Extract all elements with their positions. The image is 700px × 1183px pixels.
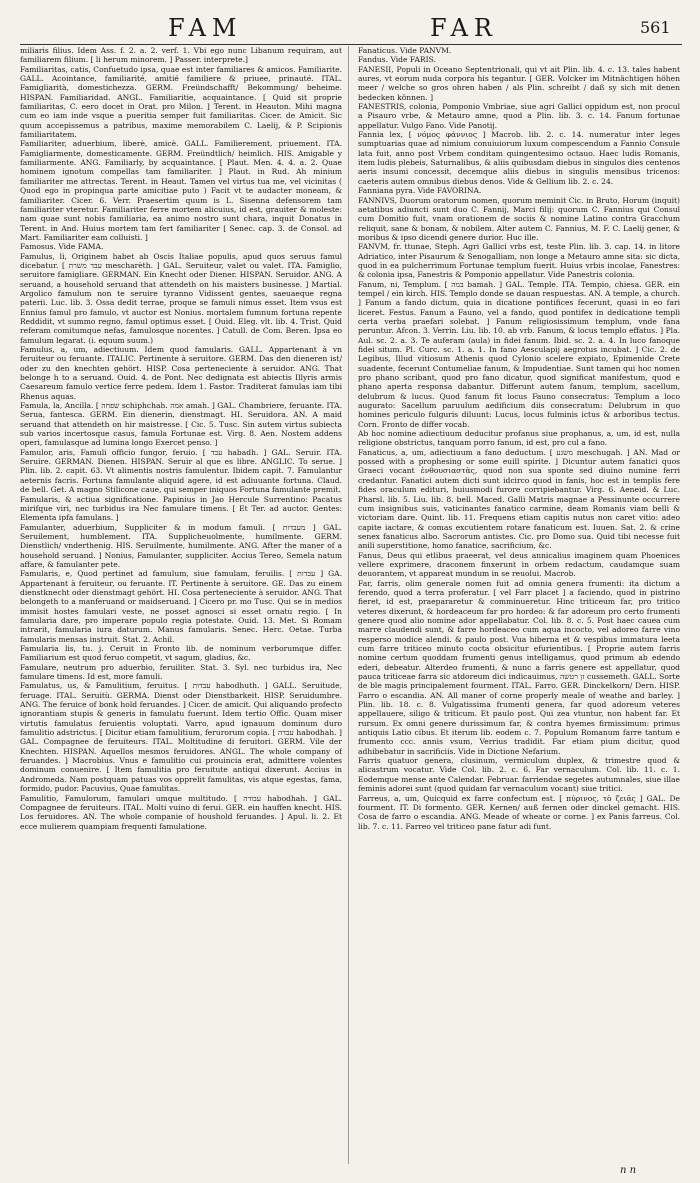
dictionary-entry: Fanaticus, a, um, adiectiuum a fano deductum. [ משגע meschugah. ] AN. Mad or possed with a prophesing or some euill spirite. ] Dicuntur autem fanatici quos Graeci vocant ἐνθουσιαστὰς, quod non sua sponte sed diuino numine ferri credantur. Fanatici autem dicti sunt idcirco quod in fanis, hoc est in templis fere fides oraculum edituri, huiusmodi furore corripiebantur. Virg. 6. Aeneid. & Luc. Pharsl. lib. 5. Liu. lib. 8. bell. Maced. Galli Matris magnae a Pessinunte occurrere cum insignibus suis, vaticinantes fanatico carmine, deam Romanis viam belli & victoriam dare. Quint. lib. 11. Frequens etiam capitis nutus non caret vitio: adeo capite iactare, & comas excutientem rotare fanaticum est. Iuuen. Sat. 2. & crine senex fanaticus albo. Sacrorum antistes. Cic. pro Domo sua. Quid tibi necesse fuit anili superstitione, homo fanatice, sacrificium, &c. [358, 447, 680, 551]
dictionary-entry: FANNIVS, Duorum oratorum nomen, quorum meminit Cic. in Bruto, Horum (inquit) aetatibus adiuncti sunt duo C. Fannij, Marci filij: quorum C. Fannius qui Consul cum Domitio fuit, vnam orationem de sociis & nomine Latino contra Gracchum reliquit, sane & bonam, & nobilem. Alter autem C. Fannius, M. F. C. Laelij gener, & moribus & ipso dicendi genere durior. Huc ille. [358, 195, 680, 242]
header-rule [20, 44, 682, 45]
dictionary-entry: Fanniana pyra. Vide FAVORINA. [358, 186, 482, 196]
dictionary-entry: Fandus. Vide FARIS. [358, 55, 436, 65]
column-separator [348, 46, 349, 1164]
dictionary-entry: Famulare, neutrum pro aduerbio, feruiliter. Stat. 3. Syl. nec turbidus ira, Nec famulare timens. Id est, more famuli. [20, 662, 342, 682]
dictionary-entry: Famularis, e, Quod pertinet ad famulum, siue famulam, feruilis. [ עבדות ] GA. Appartenant à feruiteur, ou feruante. IT. Pertinente à seruitore. GE. Das zu einem dienstknecht oder dienstmagt gehört. HI. Cosa perteneciente à seruidor. ANG. That belongeth to a manferuand or maidseruand. ] Cicero pr. mo Tusc. Qui se in medios immisit hostes famulari veste, ne posset agnosci si esset ornatu regio. [ In famularia dare, pro imperare populo regia potestate. Ouid. 13. Met. Si Romam intrarit, famularia iura daturum. Manus famularis. Senec. Herc. Oetae. Turba famularis mensas instruit. Stat. 2. Achil. [20, 569, 342, 644]
dictionary-entry: Famulus, li, Originem habet ab Oscis Italiae populis, apud quos seruus famul dicebatur. [ עבד משרת mescharèth. ] GAL. Seruiteur, valet ou valet. ITA. Famiglio, seruitore famigliare. GERMAN. Ein Knecht oder Diener. HISPAN. Seruidor. ANG. A seruand, a household seruand that attendeth on his maisters businesse. ] Martial. Argolico famulum non te seruire tyranno Vidissent gentes, saeuaeque regna paterii. Luc. lib. 3. Ossa dedit terrae, proque se famuli nimus esset. Item vsus est Ennius famul pro famulo, vt auctor est Nonius. mortalem fumnum fortuna repente Reddidit, vt summo regno, famul optimus esset. [ Ouid. Eleg. vlt. lib. 4. Trist. Quid referam comitumque nefas, famulosque nocentes. ] Catull. de Com. Beren. Ipsa eo famulum legarat. (i. equum suum.) [20, 251, 342, 345]
dictionary-entry: Famulatus, us, & Famulitium, feruitus. [ עבדות habodhuth. ] GALL. Seruitude, feruage. ITAL. Seruitù. GERMA. Dienst oder Dienstbarkeit. HISP. Seruidumbre. ANG. The feruice of bonk hold feruandes. ] Cicer. de amicit. Qui aliquando profecto ignorantiam stupis & generis in famulatu fuerunt. Idem tertio Offic. Quam miser virtutis famulatus feruientis voluptati. Varro, apud ignauum dominum duro famulitio adstrictus. [ Dicitur etiam famulitium, ferurorum copia. [ עבדה habodhah. ] GAL. Compagnee de feruiteurs. ITAL. Moltitudine di feruitori. GERM. Vile der Knechten. HISPAN. Aquellos mesmos feruidores. ANGL. The whole company of feruandes. ] Macrobius. Vnus e famulitio cui prouincia erat, admittere volentes dominum conuenire. [ Item famulitia pro feruitute antiqui dixerunt. Accius in Andromeda. Nam postquam patuas vos opprelit famulitas, vis atque egestas, fama, formido, pudor. Pacuvius, Quae famulitas. [20, 681, 342, 794]
dictionary-entry: miliaris filius. Idem Ass. f. 2. a. 2. verf. 1. Vbi ego nunc Libanum requiram, aut familiarem filium. [ li herum minorem. ] Passer. interprete.] [20, 46, 342, 65]
dictionary-entry: Familiariter, aduerbium, liberè, amicè. GALL. Familierement, priuement. ITA. Famigliarmente, domesticamente. GERM. Freündtlich/ heimlich. HIS. Amigable y familiarmente. ANG. Familiarly, by acquaintance. [ Plaut. Men. 4. 4. a. 2. Quae hominem ignotum compellas tam familiariter. ] Plaut. in Rud. Ah minium familiariter me attrectas. Terent. in Heaut. Tamen vel virtus tua me, vel vicinitas ( Quod ego in propinqua parte amicitiae puto ) Facit vt te audacter moneam, & familiariter. Cicer. 6. Verr. Praesertim quum is L. Sisenna defensorem tam familiariter vteretur. Familiariter ferre mortem alicuius, id est, grauiter & moleste: nam quae sunt nobis familiaria, ea animo nostro sunt chara, inquit Donatus in Terent. in And. Huius mortem tam fert familiariter [ Senec. cap. 3. de Consol. ad Mart. Familiariter eam colluisti. ] [20, 139, 342, 242]
dictionary-entry: Famula, la, Ancilla. [ שפחה schiphchah. אמה amah. ] GAL. Chambriere, feruante. ITA. Serua, fantesca. GERM. Ein dienerin, dienstmagt. HI. Seruidora. AN. A maid seruand that attendeth on hir maistresse. [ Cic. 5. Tusc. Sin autem virtus subiecta sub varios incertosque casus, famula Fortunae est. Virg. 8. Aen. Nostem addens operi, famulasque ad lumina longo Exercet penso. ] [20, 401, 342, 448]
running-head-center: FAR [430, 14, 498, 42]
dictionary-entry: Famularia lis, tu. j. Ceruit in Fronto lib. de nominum verborumque differ. Familiarium est quod feruo competit, vt sagum, gladius, &c. [20, 644, 342, 663]
dictionary-entry: Famulanter, aduerbium, Suppliciter & in modum famuli. [ מעבדות ] GAL. Seruilement, humblement. ITA. Supplicheuolmente, humilmente. GERM. Dienstlich/ vnderthenig. HIS. Seruilmente, humilmente. ANG. After the maner of a household seruand. ] Nonius, Famulanter, suppliciter. Accius Tereo, Semela natum affare, & famulanter pete. [20, 522, 342, 569]
dictionary-entry: Farreus, a, um, Quicquid ex farre confectum est. [ πύρινος, τὸ ζειᾶς ] GAL. De fourment. IT. Di formento. GER. Kernen/ auß fernen oder dinckel gemacht. HIS. Cosa de farro o escandia. ANG. Meade of wheate or corne. ] ex Panis farreus. Col. lib. 7. c. 11. Farreo vel triticeo pane fatur adi funt. [358, 793, 680, 831]
dictionary-entry: Famulus, a, um, adiectiuum. Idem quod famularis. GALL. Appartenant à vn feruiteur ou feruante. ITALIC. Pertinente à seruitore. GERM. Das den dieneren ist/ oder zu den knechten gehört. HISP. Cosa perteneciente à seruidor. ANG. That belonge h to a seruand. Ouid. 4. de Pont. Nec dedignata est abiectis Illyris armis Caesareum famulo vertice ferre pedem. Idem 1. Fastor. Traditerat famulas iam tibi Rhenus aquas. [20, 345, 342, 401]
dictionary-entry: Famulitio, Famulorum, famulari umque multitudo. [ עבודה habodhah. ] GAL. Compagnee de feruiteurs. ITAL. Molti vuino di ferui. GER. ein hauffen knecht. HIS. Los feruidores. AN. The whole companie of houshold feruandes. ] Apul. li. 2. Et ecce mulierem quampiam frequenti famulatione. [20, 793, 342, 831]
left-column [20, 46, 342, 1164]
dictionary-entry: Fanum, ni, Templum. [ במה bamah. ] GAL. Temple. ITA. Tempio, chiesa. GER. ein tempel / ein kirch. HIS. Templo donde se dauan respuestas. AN. A temple, a church. ] Fanum a fando dictum, quia in dicatione pontifices fecerunt, quasi in eo fari liceret. Festus. Fanum a Fauno, vel a fando, quod pontifex in dedicatione templi certa verba praefari solebat. ] Fanum religiosissimum templum, vnde fana peruntur. Afcon. 3. Verrin. Liu. lib. 10. ab vrb. Fanum, & locus templo effatus. ] Pla. Aul. sc. 2. a. 3. Te auferam (aula) in fidei fanum. Ibid. sc. 2. a. 4. In luco fanoque fidei situm. Pl. Curc. sc. 1. a. 1. In fano Aesculapij aegrotus incubat. ] Cic. 2. de Legibus, Illud vitiosum Athenis quod Cylonio scelere expiato, Epimenide Crete suadente, fecerunt Contumeliae fanum, & Impudentiae. Sunt tamen qui hoc nomen pro phano scribant, quod pro fano dicatur, quod significat manifestum, quod e phano aperta responsa dabantur. Differunt autem fanum, templum, sacellum, delubrum & lucus. Quod fanum fit locus Fauno consecratus: Templum a loco augurato: Sacellum paruulum aedificium diis consecratum: Delubrum in quo homines periculo fulguris diluunt: Lucus, locus fulminis ictus & arboribus tectus. Corn. Fronto de differ vocab. [358, 279, 680, 429]
dictionary-entry: Fanaticus. Vide PANVM. [358, 46, 452, 55]
dictionary-entry: Famularis, & actiua significatione. Papinius in Jao Hercule Surrentino: Pacatus mirifque viri, nec turbidus ira Nec famulare timens. [ Et Ter. ad auctor. Gentes: Elementa ipfa famulans. ] [20, 494, 342, 523]
dictionary-entry: Far, farris, olim generale nomen fuit ad omnia genera frumenti: ita dictum a ferendo, quod a terra proferatur. [ vel Farr placet ] a faciendo, quod in pistrino fieret, id est, praepararetur & comminueretur. Hinc triticeum far, pro tritico veteres dixerunt, & hordeaceum far pro hordeo: & far adoreum pro certo frumenti genere quod alio nomine ador appellabatur. Col. lib. 8. c. 5. Post haec cauea cum marre claudendi sunt, & farre hordeaceo cum aqua incocto, vel adoreo farre vino resperso modice alendi. & paulo post. Vua hiberna et & vespibus immatura leeta cum farre triticeo minuto cocta obsicitur efurientibus. [ Proprie autem farris nomine certum quoddam frumenti genus intelligamus, quod primum ab edendo ederi, debeatur. Alterdeo frumenti, & nunc a farris genere est appellatur, quod pauca triticeae farra sic atdoreum dici indicauimus, זן רטשה cussemeth. GALL. Sorte de ble magis principalement fourment. ITAL. Farro. GER. Dinckelkorn/ Dern. HISP. Farro o escandia. AN. All maner of corne properly meale of weathe and barley. ] Plin. lib. 18. c. 8. Vulgatissima frumenti genera, far quod adoreum veteres appellauere, siligo & triticum. Et paulo post. Qui zea vtuntur, non habent far. Et rursum. Ex omni genere durissimum far, & contra hyemes firmissimum: primus antiquis Latio cibus. Et iterum lib. eodem c. 7. Populum Romanum farre tantum e frumento ccc. annis vsum, Verrius tradidit. Far etiam pium dicitur, quod adhibebatur in sacrificiis. Vide in Dictione Nefarium. [358, 578, 680, 756]
running-head-left: FAM [168, 14, 243, 42]
page-number: 561 [640, 18, 671, 37]
dictionary-entry: Fannia lex, [ νόμος φάννιος ] Macrob. lib. 2. c. 14. numeratur inter leges sumptuarias quae ad nimium conuiuiorum luxum compescendum a Fannio Consule lata fuit, anno post Vrbem conditam quingentesimo octauo. Haec ludis Romanis, item ludis plebeis, Saturnalibus, & aliis quibusdam diebus in singulos dies centenos aeris insumi concessit, decemque aliis diebus in singulis mensibus tricenos: caeteris autem omnibus diebus denos. Vide & Gellium lib. 2. c. 24. [358, 130, 680, 186]
dictionary-entry: FANESII, Populi in Oceano Septentrionali, qui vt ait Plin. lib. 4. c. 13. tales habent aures, vt eorum nuda corpora his tegantur. [ GER. Volcker im Mitnächtigen höhen meer / welche so gros ohren haben / als Plin. schreibt / daß sy sich mit denen bedecken können. ] [358, 64, 680, 102]
right-column [358, 46, 680, 1164]
dictionary-entry: FANVM, fr. ttunae, Steph. Agri Gallici vrbs est, teste Plin. lib. 3. cap. 14. in litore Adriatico, inter Pisaurum & Senogalliam, non longe a Metauro amne sita: sic dicta, quod in ea pulcherrimum Fortunae templum fuerit. Huius vrbis incolae, Fanestres: & colonia ipsa, Fanestris & Pomponio appellatur. Vide Panestris colonia. [358, 242, 680, 280]
dictionary-entry: Farris quatuor genera, clusinum, vermiculum duplex, & trimestre quod & alicastrum vocatur. Vide Col. lib. 2. c. 6. Far vernaculum. Col. lib. 11. c. 1. Eodemque mense ante Calendar. Februar. farriendae segetes autumnales, siue illae feminis adorei sunt (quod quidam far vernaculum vocant) siue tritici. [358, 756, 680, 794]
dictionary-entry: Familiaritas, catis, Confuetudo ipsa, quae est inter familiares & amicos. Familiarite. GALL. Acointance, familiarité, amitié familiere & priuee, prinauté. ITAL. Famigliarità, domestichezza. GERM. Freündschafft/ Bekommung/ beheime. HISPAN. Familiaridad. ANGL. Familiaritie, acquaintance. [ Quid sit proprie familiaritas, C. eero docet in Orat. pro Milon. ] Terent. in Heauton. Mihi magna cum eo iam inde vsque a pueritia semper fuit familiaritas. Cicer. de Amicit. Sic quum accepissemus a patribus, maxime memorabilem C. Laelij, & P. Scipionis familiaritatem. [20, 64, 342, 140]
dictionary-entry: Ab hoc nomine adiectiuum deducitur profanus siue prophanus, a, um, id est, nulla religione obstrictus, tanquam porro fanum, id est, pro cul a fano. [358, 429, 680, 448]
dictionary-entry: Famosus. Vide FAMA. [20, 242, 104, 252]
dictionary-entry: Famulor, aris, Famuli officio fungor, feruio. [ עבד habadh. ] GAL. Seruir. ITA. Seruire. GERMAN. Dienen. HISPAN. Seruir al que es libre. ANGLIC. To serue. ] Plin. lib. 2. capit. 63. Vt alimentis nostris famulentur. Ibidem capit. 7. Famulantur aeternis facris. Fortuna famulante aliquid agere, id est adiuuante fortuna. Claud. de bell. Get. A magno Stilicone caue, qui semper iniquos Fortuna famulante premit. [20, 447, 342, 495]
signature-mark: n n [620, 1165, 637, 1176]
dictionary-entry: Fanus, Deus qui etlibus praeerat, vel deus annicalius imaginem quam Phoenices vellere exprimere, draconem finxerunt in orbem redactum, caudamque suam deuorantem, vt appareat mundum in se reuolui. Macrob. [358, 550, 680, 579]
dictionary-entry: FANESTRIS, colonia, Pomponio Vmbriae, siue agri Gallici oppidum est, non procul a Pisauro vrbe, & Metauro amne, quod a Plin. lib. 3. c. 14. Fanum fortunae appellatur. Vulgo Fano. Vide Panotij. [358, 102, 680, 130]
